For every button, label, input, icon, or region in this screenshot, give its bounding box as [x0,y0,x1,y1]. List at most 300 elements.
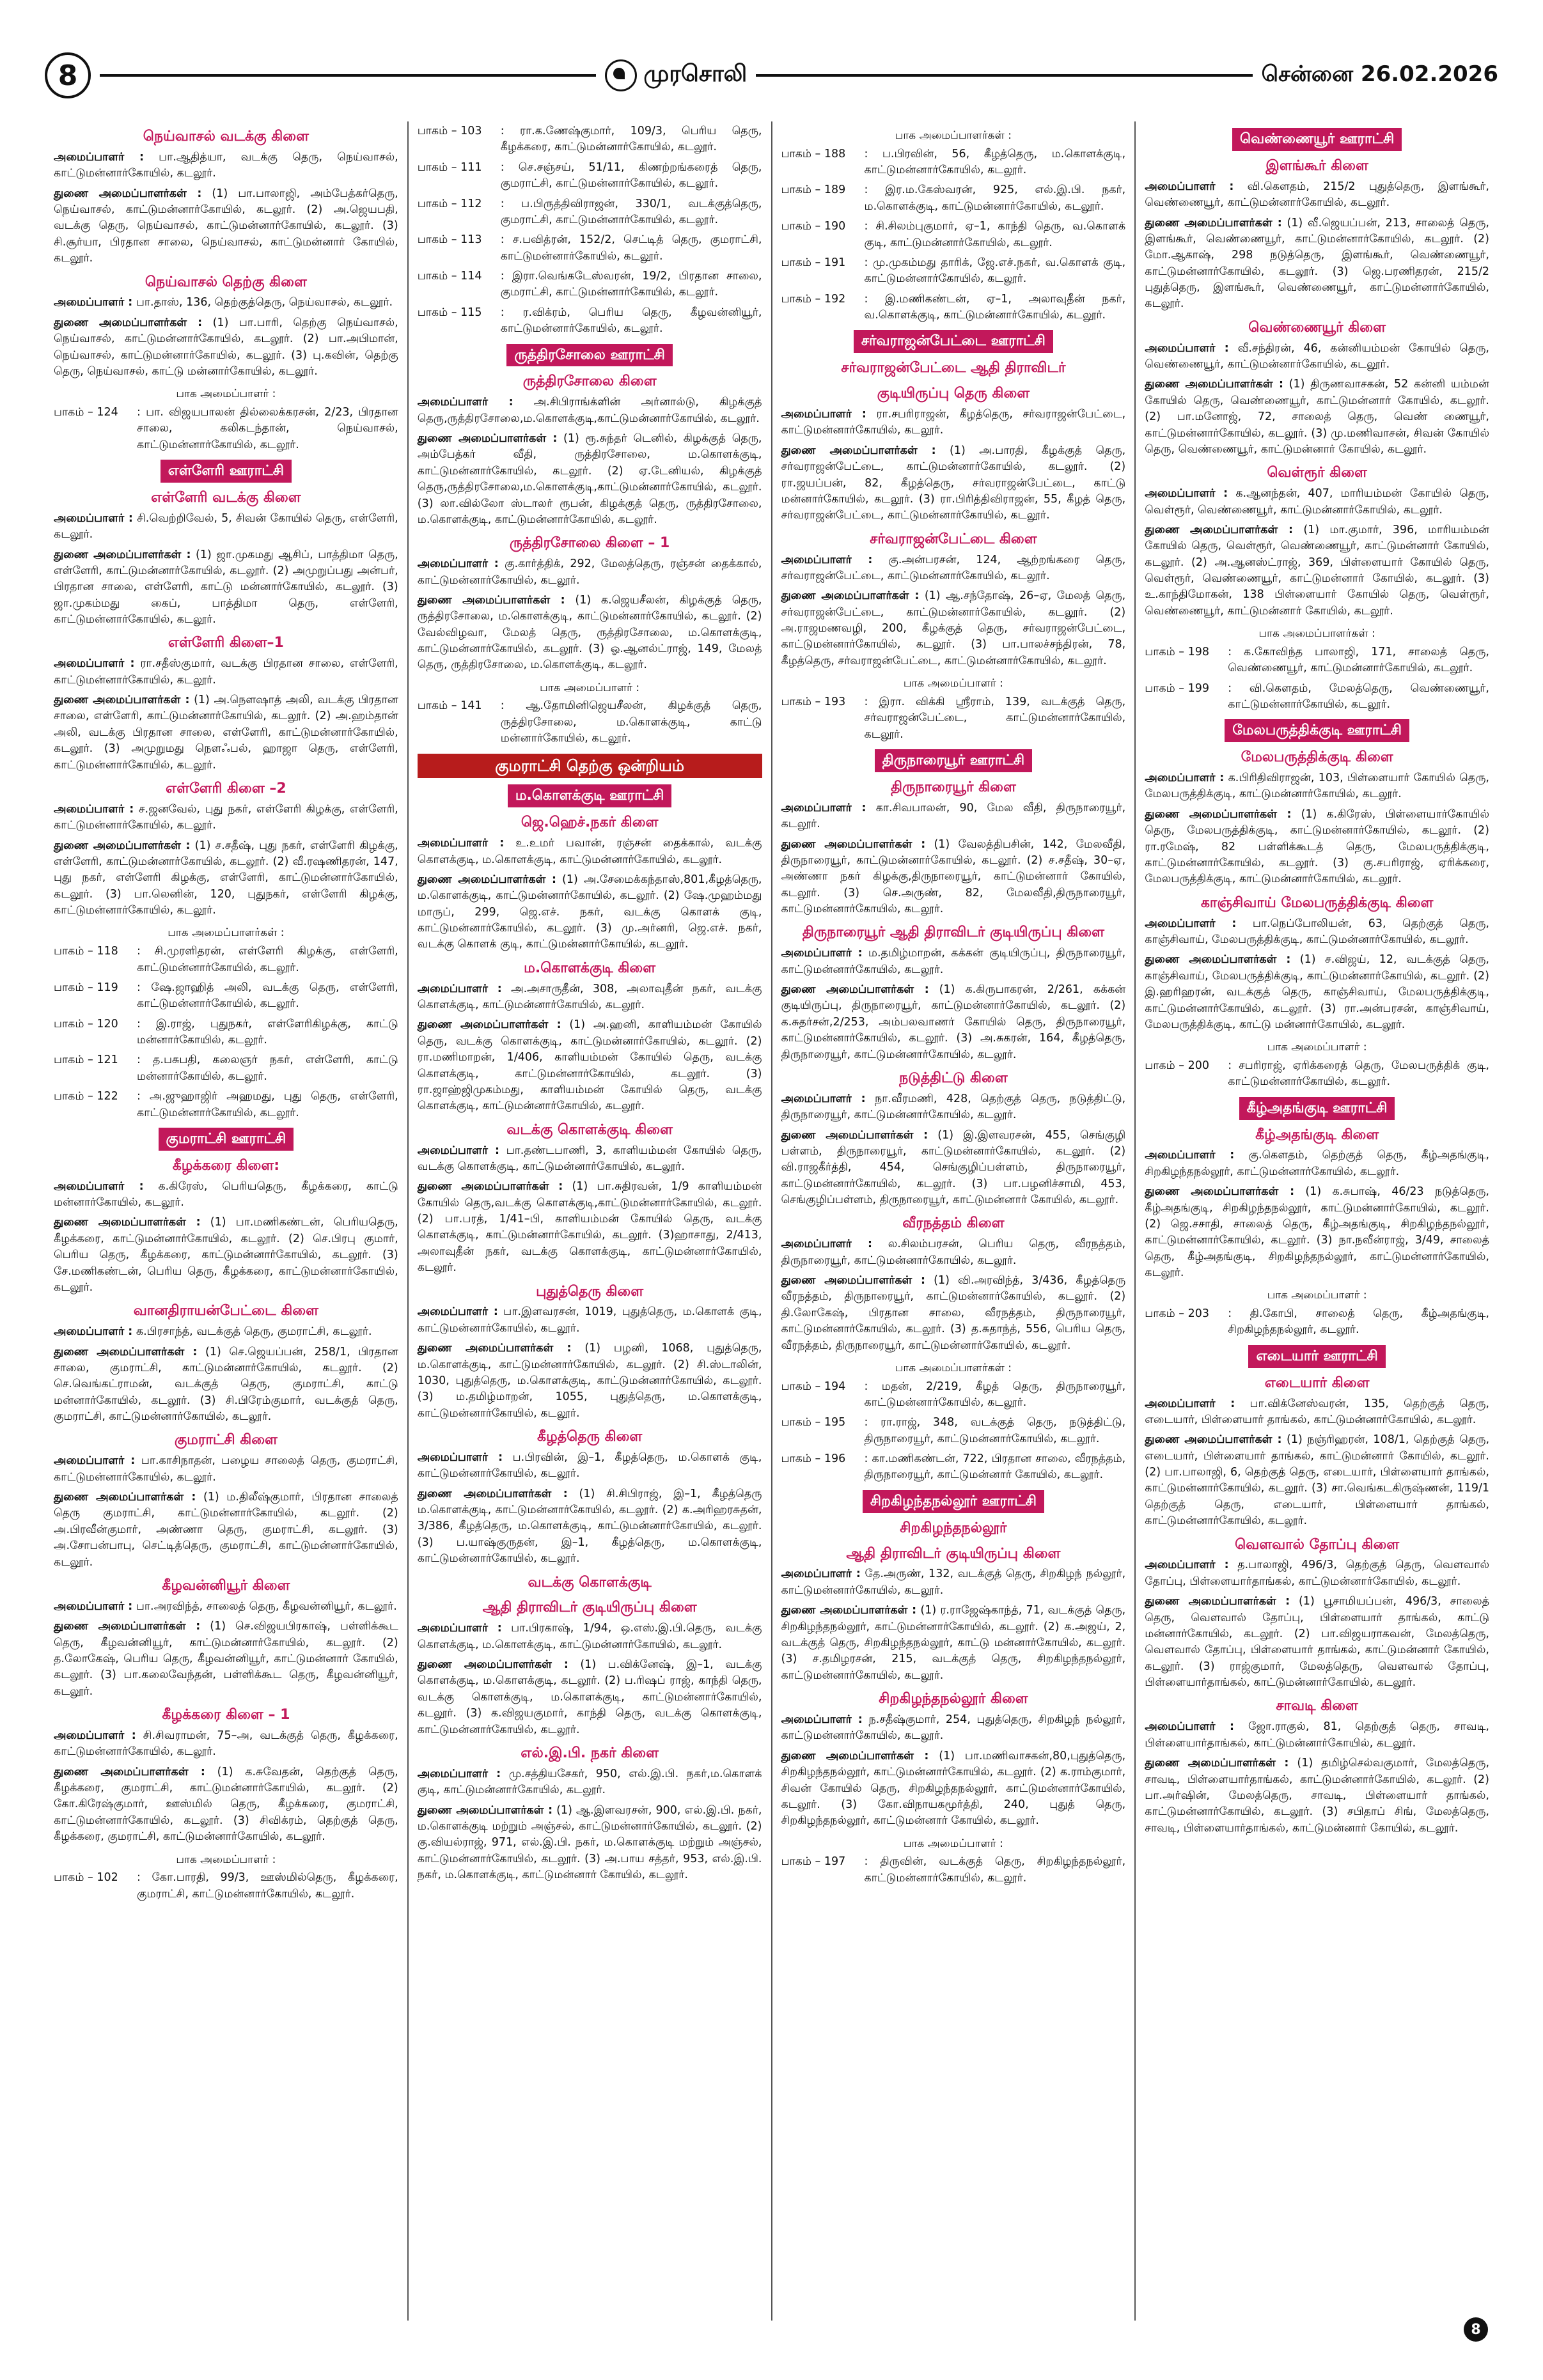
branch-title: ஆதி திராவிடர் குடியிருப்பு கிளை [846,1545,1061,1562]
role-label: துணை அமைப்பாளர்கள் : [54,1345,198,1358]
branch-title: நெய்வாசல் வடக்கு கிளை [143,128,309,144]
organizer-entry: அமைப்பாளர் : கு.கார்த்திக், 292, மேலத்தெரு, ரஞ்சன் தைக்கால், காட்டுமன்னார்கோயில், கடலூர். [417,557,762,587]
deputy-entry: துணை அமைப்பாளர்கள் : (1) க.ஜெயசீலன், கிழக்குத் தெரு, ருத்திரசோலை, ம.கொளக்குடி, காட்டுமன்னார்கோயில், கடலூர். (2) வேல்விழவா, மேலத் தெரு, ருத்திரசோலை, ம.கொளக்குடி, காட்டுமன்னார்கோயில், கடலூர். (3) ஓ.ஆனல்ட்ராஜ், 149, மேலத் தெரு, ருத்திரசோலை, ம.கொளக்குடி, கடலூர். [417,593,762,672]
booth-row [418,123,762,156]
deputy-entry: துணை அமைப்பாளர்கள் : (1) க.சுவேதன், தெற்குத் தெரு, கீழக்கரை, குமராட்சி, காட்டுமன்னார்கோயில், கடலூர். (2) கோ.கிரேஷ்குமார், ஊஸ்மில் தெரு, கீழக்கரை, குமராட்சி, காட்டுமன்னார்கோயில், கடலூர். (3) சிவிக்ரம், தெற்குத் தெரு, கீழக்கரை, குமராட்சி, காட்டுமன்னார்கோயில், கடலூர். [54,1765,398,1844]
role-label: அமைப்பாளர் : [1145,1559,1229,1572]
booth-row [781,255,1126,288]
role-label: துணை அமைப்பாளர்கள் : [781,1274,925,1287]
role-label: அமைப்பாளர் : [54,1729,136,1742]
deputy-entry: துணை அமைப்பாளர்கள் : (1) அ.நௌஷாத் அலி, வடக்கு பிரதான சாலை, எள்ளேரி, காட்டுமன்னார்கோயில், கடலூர். (2) அ.ஹம்தான் அலி, வடக்கு பிரதான சாலை, எள்ளேரி, காட்டுமன்னார்கோயில், கடலூர். (3) அமுறுமது நௌஃபல், ஹாஜா தெரு, எள்ளேரி, காட்டுமன்னார்கோயில், கடலூர். [54,694,398,772]
role-label: துணை அமைப்பாளர்கள் : [417,1658,568,1672]
deputy-entry: துணை அமைப்பாளர்கள் : (1) க.சுபாஷ், 46/23 நடுத்தெரு, கீழ்அதங்குடி, சிறகிழந்தநல்லூர், காட்டுமன்னார்கோயில், கடலூர். (2) ஜெ.சசாதி, சாலைத் தெரு, கீழ்அதங்குடி, சிறகிழந்தநல்லூர், காட்டுமன்னார்கோயில், கடலூர். (3) நா.நவீன்ராஜ், 3/49, சாலைத் தெரு, கீழ்அதங்குடி, சிறகிழந்தநல்லூர், காட்டுமன்னார்கோயில், கடலூர். [1145,1185,1489,1280]
role-label: துணை அமைப்பாளர்கள் : [781,1749,929,1762]
booth-number: பாகம் – 199 [1145,681,1209,695]
role-label: துணை அமைப்பாளர்கள் : [417,1342,572,1355]
branch-title: திருநாரையூர் ஆதி திராவிடர் குடியிருப்பு கிளை [802,924,1104,941]
branch-title: புதுத்தெரு கிளை [536,1283,644,1300]
organizer-entry: அமைப்பாளர் : தே.அருண், 132, வடக்குத் தெரு, சிறகிழந் நல்லூர், காட்டுமன்னார்கோயில், கடலூர். [781,1567,1126,1597]
branch-title: சாவடி கிளை [1276,1698,1358,1715]
deputy-entry: துணை அமைப்பாளர்கள் : (1) பா.மணிகண்டன், பெரியதெரு, கீழக்கரை, காட்டுமன்னார்கோயில், கடலூர். (2) செ.பிரபு குமார், பெரிய தெரு, கீழக்கரை, காட்டுமன்னார்கோயில், கடலூர். (3) சே.மணிகண்டன், பெரிய தெரு, கீழக்கரை, காட்டுமன்னார்கோயில், கடலூர். [54,1216,398,1294]
booth-number: பாகம் – 192 [781,292,846,306]
role-label: அமைப்பாளர் : [781,408,866,421]
deputy-entry: துணை அமைப்பாளர்கள் : (1) பா.பாரி, தெற்கு நெய்வாசல், நெய்வாசல், காட்டுமன்னார்கோயில், கடலூர். (2) பா.அபிமான், நெய்வாசல், காட்டுமன்னார்கோயில், கடலூர். (3) பு.கவின், தெற்கு தெரு, நெய்வாசல், காட்டு மன்னார்கோயில், கடலூர். [54,316,398,378]
deputy-entry: துணை அமைப்பாளர்கள் : (1) பழனி, 1068, புதுத்தெரு, ம.கொளக்குடி, காட்டுமன்னார்கோயில், கடலூர். (2) சி.ஸ்டாலின், 1030, புதுத்தெரு, ம.கொளக்குடி, காட்டுமன்னார்கோயில், கடலூர். (3) ம.தமிழ்மாறன், 1055, புதுத்தெரு, ம.கொளக்குடி, காட்டுமன்னார்கோயில், கடலூர். [417,1342,762,1420]
organizer-entry: அமைப்பாளர் : கா.சிவபாலன், 90, மேல வீதி, திருநாரையூர், கடலூர். [781,801,1126,831]
role-label: துணை அமைப்பாளர்கள் : [1145,216,1282,229]
deputy-entry: துணை அமைப்பாளர்கள் : (1) தமிழ்செல்வகுமார், மேலத்தெரு, சாவடி, பிள்ளையார்தாங்கல், காட்டுமன்னார்கோயில், கடலூர். (2) பா.அர்ஷின், மேலத்தெரு, சாவடி, பிள்ளையார் தாங்கல், காட்டுமன்னார்கோயில், கடலூர். (3) சபிதாப் சிங், மேலத்தெரு, சாவடி, பிள்ளையார்தாங்கல், காட்டுமன்னார் கோயில், கடலூர். [1145,1757,1490,1835]
role-label: அமைப்பாளர் : [54,1325,133,1339]
booth-detail: : சி.முரளிதரன், எள்ளேரி கிழக்கு, எள்ளேரி, காட்டுமன்னார்கோயில், கடலூர். [137,945,398,974]
booth-number: பாகம் – 118 [54,945,118,958]
booth-detail: : இரா.வெங்கடேஸ்வரன், 19/2, பிரதான சாலை, குமராட்சி, காட்டுமன்னார்கோயில், கடலூர். [500,270,762,299]
branch-title: இளங்கூர் கிளை [1265,157,1368,174]
role-label: துணை அமைப்பாளர்கள் : [417,1803,553,1817]
role-label: அமைப்பாளர் : [54,150,144,164]
role-label: அமைப்பாளர் : [54,802,134,816]
organizer-entry: அமைப்பாளர் : உ.உமர் பவான், ரஞ்சன் தைக்கால், வடக்கு கொளக்குடி, ம.கொளக்குடி, காட்டுமன்னார்கோயில், கடலூர். [417,837,762,866]
booth-row [418,305,762,338]
branch-title: ஆதி திராவிடர் குடியிருப்பு கிளை [482,1599,697,1616]
deputy-entry: துணை அமைப்பாளர்கள் : (1) வேலத்திபசின், 142, மேலவீதி, திருநாரையூர், காட்டுமன்னார்கோயில், கடலூர். (2) ச.சதீஷ், 30–ஏ, அண்ணா நகர் கிழக்கு,திருநாரையூர், காட்டுமன்னார் கோயில், கடலூர். (3) செ.அருண், 82, மேலவீதி,திருநாரையூர், காட்டுமன்னார்கோயில், கடலூர். [781,837,1126,915]
booth-number: பாகம் – 190 [781,220,846,233]
header-rule [100,74,596,77]
booth-detail: : இ.மணிகண்டன், ஏ–1, அலாவுதீன் நகர், வ.கொளக்குடி, காட்டுமன்னார்கோயில், கடலூர். [864,292,1126,322]
role-label: துணை அமைப்பாளர்கள் : [417,873,556,886]
branch-title: எல்.இ.பி. நகர் கிளை [521,1745,659,1761]
booth-section-title: பாக அமைப்பாளர் : [1267,1289,1367,1302]
organizer-entry: அமைப்பாளர் : சி.வெற்றிவேல், 5, சிவன் கோயில் தெரு, எள்ளேரி, கடலூர். [54,511,398,541]
booth-number: பாகம் – 103 [417,125,482,137]
panchayat-heading: மேலபருத்திக்குடி ஊராட்சி [1225,719,1409,742]
organizer-entry: அமைப்பாளர் : ப.பிரவின், இ–1, கீழத்தெரு, ம.கொளக் குடி, காட்டுமன்னார்கோயில், கடலூர். [417,1451,762,1481]
booth-detail: : ரா.ராஜ், 348, வடக்குத் தெரு, நடுத்திட்டு, திருநாரையூர், காட்டுமன்னார்கோயில், கடலூர். [864,1416,1126,1445]
booth-row [781,292,1126,324]
role-label: அமைப்பாளர் : [54,657,135,671]
booth-number: பாகம் – 114 [417,270,482,283]
booth-row [54,1016,398,1049]
deputy-entry: துணை அமைப்பாளர்கள் : (1) மா.குமார், 396, மாரியம்மன் கோயில் தெரு, வெள்ரூர், வெண்ணையூர், காட்டுமன்னார் கோயில், கடலூர். (2) அ.ஆனஸ்ட்ராஜ், 369, பிள்ளையார் கோயில் தெரு, வெள்ரூர், வெண்ணையூர், காட்டுமன்னார் கோயில், கடலூர். (3) உ.காந்திமோகன், 138 பிள்ளையார் கோயில் தெரு, வெள்ரூர், வெண்ணையூர், காட்டுமன்னார் கோயில், கடலூர். [1145,523,1489,618]
branch-title: நெய்வாசல் தெற்கு கிளை [145,274,307,290]
organizer-entry: அமைப்பாளர் : பா.ஆதித்யா, வடக்கு தெரு, நெய்வாசல், காட்டுமன்னார்கோயில், கடலூர். [54,150,398,180]
booth-detail: : ஆ.தோமினிஜெயசீலன், கிழக்குத் தெரு, ருத்திரசோலை, ம.கொளக்குடி, காட்டு மன்னார்கோயில், கடலூர். [500,699,762,745]
deputy-entry: துணை அமைப்பாளர்கள் : (1) பா.சுதிரவன், 1/9 காளியம்மன் கோயில் தெரு,வடக்கு கொளக்குடி,காட்டுமன்னார்கோயில், கடலூர். (2) பா.பரத், 1/41–பி, காளியம்மன் கோயில் தெரு, வடக்கு கொளக்குடி, காட்டுமன்னார்கோயில், கடலூர். (3)ஹாசாது, 2/413, அலாவுதீன் நகர், வடக்கு கொளக்குடி, காட்டுமன்னார்கோயில், கடலூர். [417,1180,762,1275]
organizer-entry: அமைப்பாளர் : கு.அன்பரசன், 124, ஆற்றங்கரை தெரு, சர்வராஜன்பேட்டை, காட்டுமன்னார்கோயில், கடலூர். [781,553,1126,582]
booth-row [54,980,398,1013]
role-label: அமைப்பாளர் : [54,511,133,525]
booth-section-title: பாக அமைப்பாளர்கள் : [895,129,1012,142]
booth-number: பாகம் – 122 [54,1090,118,1103]
branch-title: வடக்கு கொளக்குடி [528,1574,652,1591]
organizer-entry: அமைப்பாளர் : ரா.சபரிராஜன், கீழத்தெரு, சர்வராஜன்பேட்டை, காட்டுமன்னார்கோயில், கடலூர். [781,408,1126,437]
role-label: அமைப்பாளர் : [417,396,513,409]
role-label: அமைப்பாளர் : [417,837,505,850]
role-label: அமைப்பாளர் : [1145,1720,1235,1734]
panchayat-heading: சர்வராஜன்பேட்டை ஊராட்சி [854,330,1053,353]
booth-detail: : இரா. விக்கி ஸ்ரீராம், 139, வடக்குத் தெரு, சர்வராஜன்பேட்டை, காட்டுமன்னார்கோயில், கடலூர். [864,695,1126,741]
column-1 [45,121,407,2321]
deputy-entry: துணை அமைப்பாளர்கள் : (1) ச.சதீஷ், புது நகர், எள்ளேரி கிழக்கு, எள்ளேரி, காட்டுமன்னார்கோயில், கடலூர். (2) வீ.ரஷணிதரன், 147, புது நகர், எள்ளேரி கிழக்கு, எள்ளேரி, காட்டுமன்னார்கோயில், கடலூர். (3) பா.லெனின், 120, புதுநகர், எள்ளேரி கிழக்கு, காட்டுமன்னார்கோயில், கடலூர். [54,839,398,917]
role-label: அமைப்பாளர் : [54,296,133,309]
booth-number: பாகம் – 189 [781,183,846,197]
panchayat-heading: ம.கொளக்குடி ஊராட்சி [508,784,672,807]
booth-number: பாகம் – 191 [781,256,846,269]
branch-title: வானதிராயன்பேட்டை கிளை [133,1303,318,1319]
branch-title: ம.கொளக்குடி கிளை [524,960,656,976]
branch-title: எள்ளேரி கிளை –2 [166,780,286,797]
branch-title: காஞ்சிவாய் மேலபருத்திக்குடி கிளை [1200,894,1434,911]
booth-number: பாகம் – 102 [54,1871,118,1885]
branch-title: சர்வராஜன்பேட்டை ஆதி திராவிடர் [841,360,1066,377]
role-label: அமைப்பாளர் : [781,1567,861,1581]
booth-section-title: பாக அமைப்பாளர்கள் : [1258,627,1375,641]
newspaper-logo-icon [605,59,637,91]
booth-row [781,694,1126,743]
booth-section-title: பாக அமைப்பாளர் : [176,1853,276,1866]
branch-title: வடக்கு கொளக்குடி கிளை [506,1121,673,1138]
booth-section-title: பாக அமைப்பாளர்கள் : [895,1361,1012,1374]
booth-row [54,1052,398,1085]
role-label: அமைப்பாளர் : [781,801,866,814]
role-label: அமைப்பாளர் : [781,553,873,566]
booth-number: பாகம் – 194 [781,1380,846,1393]
branch-title: சிறகிழந்தநல்லூர் [900,1520,1007,1536]
booth-number: பாகம் – 120 [54,1017,118,1031]
booth-row [418,268,762,301]
role-label: துணை அமைப்பாளர்கள் : [781,983,929,997]
booth-row [1145,644,1489,677]
booth-detail: : மதன், 2/219, கீழத் தெரு, திருநாரையூர், காட்டுமன்னார்கோயில், கடலூர். [864,1380,1126,1409]
booth-number: பாகம் – 198 [1145,645,1209,658]
deputy-entry: துணை அமைப்பாளர்கள் : (1) அ.பாரதி, கீழக்குத் தெரு, சர்வராஜன்பேட்டை, காட்டுமன்னார்கோயில், கடலூர். (2) ரா.ஜயப்பன், 82, கீழத்தெரு, சர்வராஜன்பேட்டை, காட்டு மன்னார்கோயில், கடலூர். (3) ரா.பிரித்திவிராஜன், 55, கீழத் தெரு, சர்வராஜன்பேட்டை, காட்டுமன்னார்கோயில், கடலூர். [781,444,1126,522]
booth-detail: : இர.ம.கேஸ்வரன், 925, எல்.இ.பி. நகர், ம.கொளக்குடி, காட்டுமன்னார்கோயில், கடலூர். [864,183,1126,213]
article-columns [45,121,1498,2321]
role-label: துணை அமைப்பாளர்கள் : [1145,1185,1295,1199]
deputy-entry: துணை அமைப்பாளர்கள் : (1) வீ.ஜெயப்பன், 213, சாலைத் தெரு, இளங்கூர், வெண்ணையூர், காட்டுமன்னார்கோயில், கடலூர். (2) மோ.ஆகாஷ், 298 நடுத்தெரு, இளங்கூர், வெண்ணையூர், காட்டுமன்னார்கோயில், கடலூர். (3) ஜெ.பரணிதரன், 215/2 புதுத்தெரு, இளங்கூர், வெண்ணையூர், காட்டுமன்னார்கோயில், கடலூர். [1145,216,1489,311]
booth-detail: : சி.சிலம்புகுமார், ஏ–1, காந்தி தெரு, வ.கொளக் குடி, காட்டுமன்னார்கோயில், கடலூர். [864,220,1126,249]
role-label: துணை அமைப்பாளர்கள் : [54,1765,205,1778]
booth-row [1145,681,1489,713]
booth-number: பாகம் – 119 [54,981,118,994]
organizer-entry: அமைப்பாளர் : த.பாலாஜி, 496/3, தெற்குத் தெரு, வெளவால் தோப்பு, பிள்ளையார்தாங்கல், காட்டுமன்னார்கோயில், கடலூர். [1145,1559,1489,1588]
booth-row [781,219,1126,251]
branch-title: கீழவன்னியூர் கிளை [162,1577,290,1594]
booth-detail: : அ.ஜுஹாஜிர் அஹமது, புது தெரு, எள்ளேரி, காட்டுமன்னார்கோயில், கடலூர். [137,1090,398,1119]
role-label: துணை அமைப்பாளர்கள் : [54,316,203,329]
organizer-entry: அமைப்பாளர் : அ.அசாருதீன், 308, அலாவுதீன் நகர், வடக்கு கொளக்குடி, காட்டுமன்னார்கோயில், கடலூர். [417,982,762,1012]
organizer-entry: அமைப்பாளர் : ல.சிலம்பரசன், பெரிய தெரு, வீரநத்தம், திருநாரையூர், காட்டுமன்னார்கோயில், கடலூர். [781,1238,1126,1267]
column-2 [407,121,771,2321]
booth-row [781,1451,1126,1484]
role-label: அமைப்பாளர் : [781,947,863,960]
booth-detail: : தி.கோபி, சாலைத் தெரு, கீழ்அதங்குடி, சிறகிழந்தநல்லூர், கடலூர். [1228,1307,1489,1337]
organizer-entry: அமைப்பாளர் : பா.பிரகாஷ், 1/94, ஒ.எஸ்.இ.பி.தெரு, வடக்கு கொளக்குடி, ம.கொளக்குடி, காட்டுமன்னார்கோயில், கடலூர். [417,1622,762,1651]
role-label: துணை அமைப்பாளர்கள் : [1145,1757,1289,1770]
deputy-entry: துணை அமைப்பாளர்கள் : (1) வி.அரவிந்த், 3/436, கீழத்தெரு வீரநத்தம், திருநாரையூர், காட்டுமன்னார்கோயில், கடலூர். (2) தி.லோகேஷ், பிரதான சாலை, வீரநத்தம், திருநாரையூர், காட்டுமன்னார்கோயில், கடலூர். (3) த.சுதாந்த், 556, பெரிய தெரு, வீரநத்தம், திருநாரையூர், காட்டுமன்னார்கோயில், கடலூர். [781,1274,1126,1352]
role-label: துணை அமைப்பாளர்கள் : [417,593,565,607]
branch-title: சிறகிழந்தநல்லூர் கிளை [879,1691,1028,1707]
booth-detail: : ப.பிரவின், 56, கீழத்தெரு, ம.கொளக்குடி, காட்டுமன்னார்கோயில், கடலூர். [864,147,1126,177]
booth-number: பாகம் – 141 [417,699,482,713]
booth-detail: : கா.மணிகண்டன், 722, பிரதான சாலை, வீரநத்தம், திருநாரையூர், காட்டுமன்னார் கோயில், கடலூர். [864,1452,1126,1482]
booth-number: பாகம் – 196 [781,1452,846,1466]
panchayat-heading: கீழ்அதங்குடி ஊராட்சி [1239,1097,1395,1120]
role-label: துணை அமைப்பாளர்கள் : [54,1491,196,1504]
deputy-entry: துணை அமைப்பாளர்கள் : (1) ப.விக்னேஷ், இ–1, வடக்கு கொளக்குடி, ம.கொளக்குடி, கடலூர். (2) ப.ரிஷப் ராஜ், காந்தி தெரு, வடக்கு கொளக்குடி, ம.கொளக்குடி, காட்டுமன்னார்கோயில், கடலூர். (3) க.விஜயகுமார், காந்தி தெரு, வடக்கு கொளக்குடி, காட்டுமன்னார்கோயில், கடலூர். [417,1658,762,1736]
organizer-entry: அமைப்பாளர் : நா.வீரமணி, 428, தெற்குத் தெரு, நடுத்திட்டு, திருநாரையூர், காட்டுமன்னார்கோயில், கடலூர். [781,1092,1126,1122]
deputy-entry: துணை அமைப்பாளர்கள் : (1) ஆ.சந்தோஷ், 26–ஏ, மேலத் தெரு, சர்வராஜன்பேட்டை, காட்டுமன்னார்கோயில், கடலூர். (2) அ.ராஜமணவழி, 200, கீழக்குத் தெரு, சர்வராஜன்பேட்டை, காட்டுமன்னார்கோயில், கடலூர். (3) பா.பாலச்சந்திரன், 78, கீழத்தெரு, சர்வராஜன்பேட்டை, காட்டுமன்னார்கோயில், கடலூர். [781,589,1126,667]
organizer-entry: அமைப்பாளர் : அ.சிபிராங்க்ளின் அர்னால்டு, கிழக்குத் தெரு,ருத்திரசோலை,ம.கொளக்குடி,காட்டுமன்னார்கோயில், கடலூர். [417,396,762,425]
role-label: துணை அமைப்பாளர்கள் : [54,187,202,200]
booth-detail: : ரா.க.ணேஷ்குமார், 109/3, பெரிய தெரு, கீழக்கரை, காட்டுமன்னார்கோயில், கடலூர். [500,125,762,154]
booth-section-title: பாக அமைப்பாளர் : [1267,1041,1367,1054]
role-label: துணை அமைப்பாளர்கள் : [417,1018,561,1032]
paper-name-text: முரசொலி [643,61,748,87]
role-label: துணை அமைப்பாளர்கள் : [781,1128,928,1142]
role-label: அமைப்பாளர் : [417,1305,498,1319]
booth-number: பாகம் – 195 [781,1416,846,1429]
role-label: அமைப்பாளர் : [781,1092,866,1105]
date-label: 26.02.2026 [1360,61,1498,87]
organizer-entry: அமைப்பாளர் : ச.ஜனவேல், புது நகர், எள்ளேரி கிழக்கு, எள்ளேரி, காட்டுமன்னார்கோயில், கடலூர். [54,802,398,832]
organizer-entry: அமைப்பாளர் : மு.சத்தியசேகர், 950, எல்.இ.பி. நகர்,ம.கொளக் குடி, காட்டுமன்னார்கோயில், கடலூர். [417,1767,762,1797]
branch-title: ஜெ.ஹெச்.நகர் கிளை [521,814,659,831]
role-label: அமைப்பாளர் : [1145,341,1229,355]
city-label: சென்னை [1261,61,1354,87]
dateline [1262,61,1498,89]
booth-detail: : மு.முகம்மது தாரிக், ஜே.எச்.நகர், வ.கொளக் குடி, காட்டுமன்னார்கோயில், கடலூர். [864,256,1126,286]
booth-row [781,1415,1126,1447]
role-label: துணை அமைப்பாளர்கள் : [1145,523,1294,536]
role-label: துணை அமைப்பாளர்கள் : [1145,807,1292,821]
organizer-entry: அமைப்பாளர் : க.பிரசாந்த், வடக்குத் தெரு, குமராட்சி, கடலூர். [54,1325,372,1339]
role-label: அமைப்பாளர் : [781,1713,863,1726]
column-3 [771,121,1135,2321]
deputy-entry: துணை அமைப்பாளர்கள் : (1) ம.திலீஷ்குமார், பிரதான சாலைத் தெரு குமராட்சி, காட்டுமன்னார்கோயில், கடலூர். (2) அ.பிரவீன்குமார், அண்ணா தெரு, குமராட்சி, கடலூர். (3) அ.சோபன்பாபு, செட்டித்தெரு, குமராட்சி, காட்டுமன்னார்கோயில், கடலூர். [54,1491,398,1569]
booth-row [54,1870,398,1902]
branch-title: திருநாரையூர் கிளை [890,779,1016,795]
panchayat-heading: எள்ளேரி ஊராட்சி [161,460,292,483]
booth-section-title: பாக அமைப்பாளர் : [540,681,640,694]
booth-row [54,1089,398,1121]
booth-section-title: பாக அமைப்பாளர் : [903,1837,1003,1850]
branch-title: வெண்ணையூர் கிளை [1248,319,1386,336]
branch-title: கீழத்தெரு கிளை [537,1429,643,1445]
role-label: அமைப்பாளர் : [1145,1397,1235,1410]
panchayat-heading: சிறகிழந்தநல்லூர் ஊராட்சி [863,1490,1044,1513]
deputy-entry: துணை அமைப்பாளர்கள் : (1) செ.ஜெயப்பன், 258/1, பிரதான சாலை, குமராட்சி, காட்டுமன்னார்கோயில், கடலூர். (2) செ.வெங்கட்ராமன், வடக்குத் தெரு, குமராட்சி, காட்டு மன்னார்கோயில், கடலூர். (3) சி.பிரேம்குமார், வடக்குத் தெரு, குமராட்சி, காட்டுமன்னார்கோயில், கடலூர். [54,1345,398,1424]
role-label: அமைப்பாளர் : [417,1767,501,1780]
page-number-badge: 8 [45,52,91,98]
booth-number: பாகம் – 121 [54,1054,118,1067]
role-label: துணை அமைப்பாளர்கள் : [54,839,191,852]
organizer-entry: அமைப்பாளர் : வி.கௌதம், 215/2 புதுத்தெரு, இளங்கூர், வெண்ணையூர், காட்டுமன்னார்கோயில், கடலூர். [1145,180,1489,210]
organizer-entry: அமைப்பாளர் : சி.சிவராமன், 75–அ, வடக்குத் தெரு, கீழக்கரை, காட்டுமன்னார்கோயில், கடலூர். [54,1729,398,1759]
role-label: அமைப்பாளர் : [54,1179,144,1193]
organizer-entry: அமைப்பாளர் : பா.தண்டபாணி, 3, காளியம்மன் கோயில் தெரு, வடக்கு கொளக்குடி, காட்டுமன்னார்கோயில், கடலூர். [417,1144,762,1173]
booth-detail: : திருவின், வடக்குத் தெரு, சிறகிழந்தநல்லூர், காட்டுமன்னார்கோயில், கடலூர். [864,1855,1126,1885]
branch-title: எள்ளேரி கிளை–1 [168,635,284,651]
booth-number: பாகம் – 111 [417,160,482,174]
role-label: துணை அமைப்பாளர்கள் : [1145,953,1291,967]
role-label: அமைப்பாளர் : [417,1144,500,1157]
role-label: அமைப்பாளர் : [1145,487,1228,501]
booth-number: பாகம் – 113 [417,233,482,247]
role-label: துணை அமைப்பாளர்கள் : [54,694,190,707]
booth-row [781,182,1126,215]
branch-title: சர்வராஜன்பேட்டை கிளை [870,531,1037,547]
booth-row [1145,1058,1489,1091]
paper-name [605,59,747,91]
organizer-entry: அமைப்பாளர் : ரா.சதீஸ்குமார், வடக்கு பிரதான சாலை, எள்ளேரி, காட்டுமன்னார்கோயில், கடலூர். [54,657,398,687]
branch-title: மேலபருத்திக்குடி கிளை [1241,749,1393,766]
footer-page-number: 8 [1464,2317,1488,2342]
deputy-entry: துணை அமைப்பாளர்கள் : (1) திருணவாசகன், 52 கன்னி யம்மன் கோயில் தெரு, வெண்ணையூர், காட்டுமன்னார் கோயில், கடலூர். (2) பா.மனோஜ், 72, சாலைத் தெரு, வெண் ணையூர், காட்டுமன்னார்கோயில், கடலூர். (3) மு.மணிவாசன், சிவன் கோயில் தெரு, வெண்ணையூர், காட்டுமன்னார் கோயில், கடலூர். [1145,378,1489,456]
role-label: அமைப்பாளர் : [417,1622,502,1635]
booth-row [54,405,398,453]
deputy-entry: துணை அமைப்பாளர்கள் : (1) அ.ஹனி, காளியம்மன் கோயில் தெரு, வடக்கு கொளக்குடி, காட்டுமன்னார்கோயில், கடலூர். (2) ரா.மணிமாறன், 1/406, காளியம்மன் கோயில் தெரு, வடக்கு கொளக்குடி, காட்டுமன்னார்கோயில், கடலூர். (3) ரா.ஜாஹ்ஜிமுகம்மது, காளியம்மன் கோயில் தெரு, வடக்கு கொளக்குடி, காட்டுமன்னார்கோயில், கடலூர். [417,1018,762,1113]
deputy-entry: துணை அமைப்பாளர்கள் : (1) செ.விஜயபிரகாஷ், பள்ளிக்கூட தெரு, கீழவன்னியூர், காட்டுமன்னார்கோயில், கடலூர். (2) த.லோகேஷ், பெரிய தெரு, கீழவன்னியூர், காட்டுமன்னார் கோயில், கடலூர். (3) பா.கலைவேந்தன், பள்ளிக்கூட தெரு, கீழவன்னியூர், கடலூர். [54,1620,398,1698]
header-rule [756,74,1252,77]
booth-section-title: பாக அமைப்பாளர்கள் : [168,926,285,940]
role-label: அமைப்பாளர் : [417,982,502,995]
role-label: துணை அமைப்பாளர்கள் : [417,1180,563,1194]
booth-detail: : க.கோவிந்த பாலாஜி, 171, சாலைத் தெரு, வெண்ணையூர், காட்டுமன்னார்கோயில், கடலூர். [1228,645,1489,675]
organizer-entry: அமைப்பாளர் : பா.இளவரசன், 1019, புதுத்தெரு, ம.கொளக் குடி, காட்டுமன்னார்கோயில், கடலூர். [417,1305,762,1335]
branch-title: எள்ளேரி வடக்கு கிளை [151,489,301,506]
role-label: துணை அமைப்பாளர்கள் : [417,432,558,446]
booth-row [781,146,1126,179]
deputy-entry: துணை அமைப்பாளர்கள் : (1) நஞ்ரிஹரன், 108/1, தெற்குத் தெரு, எடையார், பிள்ளையார் தாங்கல், காட்டுமன்னார் கோயில், கடலூர். (2) பா.பாலாஜி, 6, தெற்குத் தெரு, எடையார், பிள்ளையார் தாங்கல், காட்டுமன்னார்கோயில், கடலூர். (3) சா.வெங்கடகிருஷ்ணன், 119/1 தெற்குத் தெரு, எடையார், பிள்ளையார் தாங்கல், காட்டுமன்னார்கோயில், கடலூர். [1145,1433,1490,1528]
booth-detail: : பா. விஜயபாலன் தில்லைக்கரசன், 2/23, பிரதான சாலை, கலிகடந்தான், நெய்வாசல், காட்டுமன்னார்கோயில், கடலூர். [137,405,398,451]
masthead [45,56,1498,95]
role-label: துணை அமைப்பாளர்கள் : [54,548,191,561]
role-label: அமைப்பாளர் : [1145,772,1225,785]
role-label: அமைப்பாளர் : [781,1238,873,1251]
branch-title: நடுத்திட்டு கிளை [899,1069,1008,1086]
booth-number: பாகம் – 112 [417,197,482,210]
panchayat-heading: ருத்திரசோலை ஊராட்சி [506,344,672,367]
booth-number: பாகம் – 193 [781,695,846,708]
role-label: துணை அமைப்பாளர்கள் : [1145,1433,1282,1447]
organizer-entry: அமைப்பாளர் : கு.கௌதம், தெற்குத் தெரு, கீழ்அதங்குடி, சிறகிழந்தநல்லூர், காட்டுமன்னார்கோயில், கடலூர். [1145,1149,1489,1178]
panchayat-heading: குமராட்சி ஊராட்சி [159,1128,294,1151]
role-label: அமைப்பாளர் : [1145,1149,1235,1162]
branch-title: வெளவால் தோப்பு கிளை [1235,1536,1400,1553]
role-label: அமைப்பாளர் : [1145,180,1234,193]
booth-number: பாகம் – 115 [417,306,482,319]
role-label: அமைப்பாளர் : [417,1451,503,1464]
role-label: துணை அமைப்பாளர்கள் : [54,1216,201,1229]
booth-detail: : சபரிராஜ், ஏரிக்கரைத் தெரு, மேலபருத்திக் குடி, காட்டுமன்னார்கோயில், கடலூர். [1228,1059,1489,1089]
booth-detail: : கோ.பாரதி, 99/3, ஊஸ்மில்தெரு, கீழக்கரை, குமராட்சி, காட்டுமன்னார்கோயில், கடலூர். [137,1871,398,1901]
booth-detail: : இ.ராஜ், புதுநகர், எள்ளேரிகிழக்கு, காட்டு மன்னார்கோயில், கடலூர். [137,1017,398,1046]
role-label: துணை அமைப்பாளர்கள் : [1145,1595,1290,1608]
panchayat-heading: எடையார் ஊராட்சி [1248,1345,1385,1368]
organizer-entry: அமைப்பாளர் : பா.நெப்போலியன், 63, தெற்குத் தெரு, காஞ்சிவாய், மேலபருத்திக்குடி, காட்டுமன்னார்கோயில், கடலூர். [1145,917,1489,946]
booth-number: பாகம் – 124 [54,405,118,419]
deputy-entry: துணை அமைப்பாளர்கள் : (1) க.கிரேஸ், பிள்ளையார்கோயில் தெரு, மேலபருத்திக்குடி, காட்டுமன்னார்கோயில், கடலூர். (2) ரா.ரமேஷ், 82 பள்ளிக்கூடத் தெரு, மேலபருத்திக்குடி, காட்டுமன்னார்கோயில், கடலூர். (3) கு.சபரிராஜ், ஏரிக்கரை, மேலபருத்திக்குடி, காட்டுமன்னார்கோயில், கடலூர். [1145,807,1489,886]
branch-title: குடியிருப்பு தெரு கிளை [877,385,1030,402]
branch-title: எடையார் கிளை [1264,1374,1370,1391]
booth-row [418,232,762,265]
booth-section-title: பாக அமைப்பாளர் : [176,387,276,401]
booth-detail: : செ.சஞ்சய், 51/11, கிணற்றங்கரைத் தெரு, குமராட்சி, காட்டுமன்னார்கோயில், கடலூர். [500,160,762,191]
organizer-entry: அமைப்பாளர் : ஜோ.ராகுல், 81, தெற்குத் தெரு, சாவடி, பிள்ளையார்தாங்கல், காட்டுமன்னார்கோயில், கடலூர். [1145,1720,1489,1750]
booth-number: பாகம் – 200 [1145,1059,1209,1072]
organizer-entry: அமைப்பாளர் : பா.விக்னேஸ்வரன், 135, தெற்குத் தெரு, எடையார், பிள்ளையார் தாங்கல், காட்டுமன்னார்கோயில், கடலூர். [1145,1397,1489,1426]
role-label: துணை அமைப்பாளர்கள் : [781,444,936,457]
branch-title: ருத்திரசோலை கிளை [522,373,657,390]
role-label: துணை அமைப்பாளர்கள் : [417,1487,568,1500]
booth-number: பாகம் – 197 [781,1855,846,1869]
booth-row [418,698,762,747]
deputy-entry: துணை அமைப்பாளர்கள் : (1) அ.சேமைக்கந்தாஸ்,801,கீழத்தெரு, ம.கொளக்குடி, காட்டுமன்னார்கோயில், கடலூர். (2) ஷே.முஹம்மது மாருப், 299, ஜெ.எச். நகர், வடக்கு கொளக் குடி, காட்டுமன்னார்கோயில், கடலூர். (3) மு.அர்னரி, ஜெ.எச். நகர், வடக்கு கொளக் குடி, காட்டுமன்னார்கோயில், கடலூர். [417,873,762,951]
booth-row [54,944,398,976]
panchayat-heading: வெண்ணையூர் ஊராட்சி [1232,128,1402,151]
deputy-entry: துணை அமைப்பாளர்கள் : (1) பா.மணிவாசகன்,80,புதுத்தெரு, சிறகிழந்தநல்லூர், காட்டுமன்னார்கோயில், கடலூர். (2) க.ராம்குமார், சிவன் கோயில் தெரு, சிறகிழந்தநல்லூர், காட்டுமன்னார்கோயில், கடலூர். (3) கோ.விநாயகமூர்த்தி, 240, புதுத் தெரு, சிறகிழந்தநல்லூர், காட்டுமன்னார் கோயில், கடலூர். [781,1749,1126,1828]
booth-detail: : ப.பிருத்திவிராஜன், 330/1, வடக்குத்தெரு, குமராட்சி, காட்டுமன்னார்கோயில், கடலூர். [500,197,762,226]
organizer-entry: அமைப்பாளர் : க.பிரிதிவிராஜன், 103, பிள்ளையார் கோயில் தெரு, மேலபருத்திக்குடி, காட்டுமன்னார்கோயில், கடலூர். [1145,772,1489,801]
booth-row [781,1854,1126,1886]
union-heading: குமராட்சி தெற்கு ஒன்றியம் [418,754,762,779]
role-label: அமைப்பாளர் : [54,1599,133,1613]
booth-detail: : ஷே.ஜாஹித் அலி, வடக்கு தெரு, எள்ளேரி, காட்டுமன்னார்கோயில், கடலூர். [137,981,398,1011]
deputy-entry: துணை அமைப்பாளர்கள் : (1) இ.இளவரசன், 455, செங்குழி பள்ளம், திருநாரையூர், காட்டுமன்னார்கோயில், கடலூர். (2) வி.ராஜகீர்த்தி, 454, செங்குழிப்பள்ளம், திருநாரையூர், காட்டுமன்னார்கோயில், கடலூர். (3) பா.பழனிச்சாமி, 453, செங்குழிப்பள்ளம், திருநாரையூர், காட்டுமன்னார் கோயில், கடலூர். [781,1128,1126,1207]
organizer-entry: அமைப்பாளர் : ம.தமிழ்மாறன், கக்கன் குடியிருப்பு, திருநாரையூர், காட்டுமன்னார்கோயில், கடலூர். [781,947,1126,976]
organizer-entry: அமைப்பாளர் : பா.தாஸ், 136, தெற்குத்தெரு, நெய்வாசல், கடலூர். [54,296,393,309]
deputy-entry: துணை அமைப்பாளர்கள் : (1) ரூ.சுந்தர் டெனில், கிழக்குத் தெரு, அம்பேத்கர் வீதி, ருத்திரசோலை, ம.கொளக்குடி, காட்டுமன்னார்கோயில், கடலூர். (2) ஏ.டேனியல், கிழக்குத் தெரு,ருத்திரசோலை,ம.கொளக்குடி,காட்டுமன்னார்கோயில், கடலூர். (3) லா.வில்லோ ஸ்டாலர் ரூபன், கிழக்குத் தெரு, ருத்திரசோலை, ம.கொளக்குடி, காட்டுமன்னார்கோயில், கடலூர். [417,432,762,526]
booth-detail: : த.பசுபதி, கலைஞர் நகர், எள்ளேரி, காட்டு மன்னார்கோயில், கடலூர். [137,1054,398,1083]
role-label: அமைப்பாளர் : [54,1454,136,1468]
column-4 [1134,121,1498,2321]
panchayat-heading: திருநாரையூர் ஊராட்சி [875,749,1032,772]
deputy-entry: துணை அமைப்பாளர்கள் : (1) ர.ராஜேஷ்காந்த், 71, வடக்குத் தெரு, சிறகிழந்தநல்லூர், காட்டுமன்னார்கோயில், கடலூர். (2) க.அஜய், 2, வடக்குத் தெரு, சிறகிழந்தநல்லூர், காட்டு மன்னார்கோயில், கடலூர். (3) ச.தமிழரசன், 215, வடக்குத் தெரு, சிறகிழந்தநல்லூர், காட்டுமன்னார்கோயில், கடலூர். [781,1604,1126,1682]
role-label: துணை அமைப்பாளர்கள் : [781,589,920,603]
branch-title: கீழ்அதங்குடி கிளை [1255,1126,1379,1143]
booth-number: பாகம் – 188 [781,147,846,160]
booth-row [418,196,762,229]
branch-title: ருத்திரசோலை கிளை – 1 [509,535,670,552]
deputy-entry: துணை அமைப்பாளர்கள் : (1) ஜா.முகமது ஆசிப், பாத்திமா தெரு, எள்ளேரி, காட்டுமன்னார்கோயில், கடலூர். (2) அமுறுப்பது அன்பர், பிரதான சாலை, எள்ளேரி, காட்டு மன்னார்கோயில், கடலூர். (3) ஜா.முகம்மது கைப், பாத்திமா தெரு, எள்ளேரி, காட்டுமன்னார்கோயில், கடலூர். [54,548,398,626]
organizer-entry: அமைப்பாளர் : க.ஆனந்தன், 407, மாரியம்மன் கோயில் தெரு, வெள்ரூர், வெண்ணையூர், காட்டுமன்னார்கோயில், கடலூர். [1145,487,1489,517]
organizer-entry: அமைப்பாளர் : பா.காசிநாதன், பழைய சாலைத் தெரு, குமராட்சி, காட்டுமன்னார்கோயில், கடலூர். [54,1454,398,1484]
deputy-entry: துணை அமைப்பாளர்கள் : (1) ச.விஜய், 12, வடக்குத் தெரு, காஞ்சிவாய், மேலபருத்திக்குடி, காட்டுமன்னார்கோயில், கடலூர். (2) இ.ஹரிஹரன், வடக்குத் தெரு, காஞ்சிவாய், மேலபருத்திக்குடி, காட்டுமன்னார்கோயில், கடலூர். (3) ரா.அன்பரசன், காஞ்சிவாய், மேலபருத்திக்குடி, காட்டு மன்னார்கோயில், கடலூர். [1145,953,1489,1031]
organizer-entry: அமைப்பாளர் : வீ.சந்திரன், 46, கன்னியம்மன் கோயில் தெரு, வெண்ணையூர், காட்டுமன்னார்கோயில், கடலூர். [1145,341,1489,371]
branch-title: கீழக்கரை கிளை – 1 [162,1707,290,1723]
booth-detail: : ர.விக்ரம், பெரிய தெரு, கீழவன்னியூர், காட்டுமன்னார்கோயில், கடலூர். [500,306,762,336]
booth-detail: : வி.கௌதம், மேலத்தெரு, வெண்ணையூர், காட்டுமன்னார்கோயில், கடலூர். [1228,681,1489,711]
branch-title: வீரநத்தம் கிளை [902,1215,1005,1232]
booth-section-title: பாக அமைப்பாளர் : [903,677,1003,690]
role-label: துணை அமைப்பாளர்கள் : [781,1604,917,1617]
booth-row [781,1379,1126,1412]
branch-title: கீழக்கரை கிளை: [172,1157,279,1174]
booth-row [418,160,762,192]
deputy-entry: துணை அமைப்பாளர்கள் : (1) க.கிருபாகரன், 2/261, கக்கன் குடியிருப்பு, திருநாரையூர், காட்டுமன்னார்கோயில், கடலூர். (2) க.சுதர்சன்,2/253, அம்பலவாணர் கோயில் தெரு, திருநாரையூர், காட்டுமன்னார்கோயில், கடலூர். (3) அ.சுகரன், 164, கீழத்தெரு, திருநாரையூர், காட்டுமன்னார்கோயில், கடலூர். [781,983,1126,1061]
role-label: துணை அமைப்பாளர்கள் : [1145,378,1283,391]
role-label: அமைப்பாளர் : [417,557,499,571]
role-label: துணை அமைப்பாளர்கள் : [54,1620,201,1633]
organizer-entry: அமைப்பாளர் : பா.அரவிந்த், சாலைத் தெரு, கீழவன்னியூர், கடலூர். [54,1599,397,1613]
booth-number: பாகம் – 203 [1145,1307,1209,1321]
role-label: அமைப்பாளர் : [1145,917,1237,930]
booth-row [1145,1306,1489,1339]
organizer-entry: அமைப்பாளர் : க.கிரேஸ், பெரியதெரு, கீழக்கரை, காட்டு மன்னார்கோயில், கடலூர். [54,1179,398,1209]
deputy-entry: துணை அமைப்பாளர்கள் : (1) பா.பாலாஜி, அம்பேத்கர்தெரு, நெய்வாசல், காட்டுமன்னார்கோயில், கடலூர். (2) அ.ஜெயபதி, வடக்கு தெரு, நெய்வாசல், காட்டுமன்னார்கோயில், கடலூர். (3) சி.சூர்யா, பிரதான சாலை, நெய்வாசல், காட்டுமன்னார் கோயில், கடலூர். [54,187,398,265]
role-label: துணை அமைப்பாளர்கள் : [781,837,926,851]
booth-detail: : ச.பவித்ரன், 152/2, செட்டித் தெரு, குமராட்சி, காட்டுமன்னார்கோயில், கடலூர். [500,233,762,263]
